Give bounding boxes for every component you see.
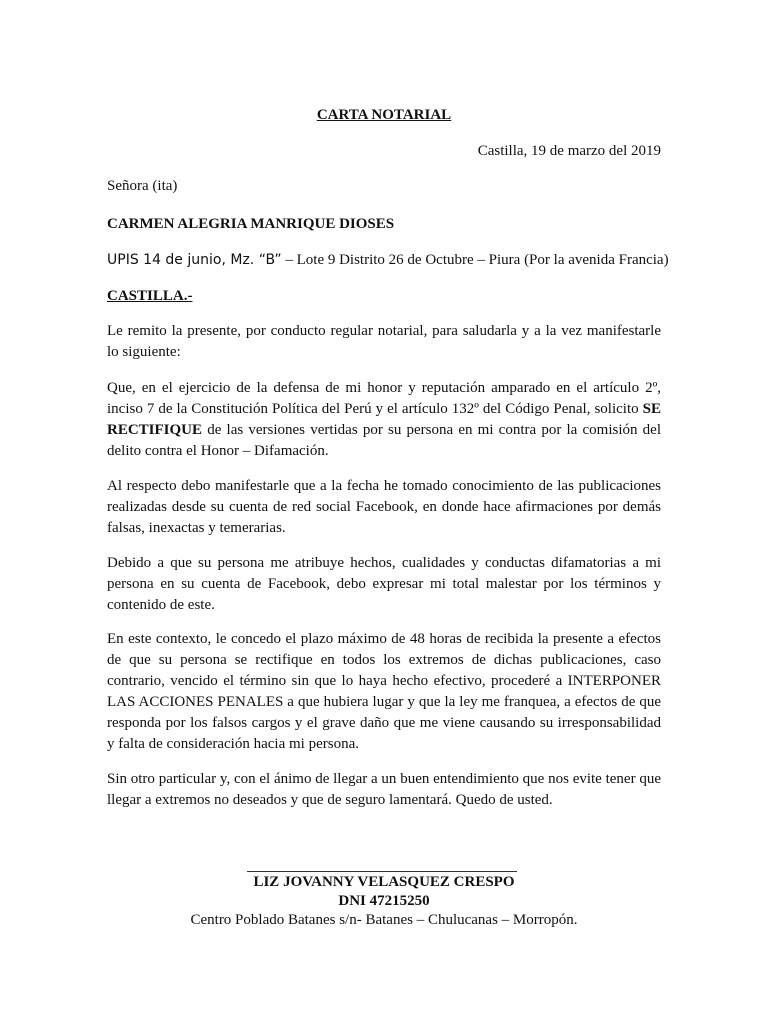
recipient-address xyxy=(107,252,669,269)
request-text-a: Que, en el ejercicio de la defensa de mi honor y reputación amparado en el artículo 2º, inciso 7 de la Constitución Política del Perú y el artículo 132º del Código Penal, solicito xyxy=(107,380,661,417)
address-lead: UPIS 14 de junio, Mz. “B” xyxy=(107,252,282,268)
recipient-city: CASTILLA.- xyxy=(107,288,193,304)
paragraph-grievance: Debido a que su persona me atribuye hechos, cualidades y conductas difamatorias a mi persona en su cuenta de Facebook, debo expresar mi total malestar por los términos y contenido de este. xyxy=(107,555,661,613)
paragraph-deadline: En este contexto, le concedo el plazo máximo de 48 horas de recibida la presente a efectos de que su persona se rectifique en todos los extremos de dichas publicaciones, caso contrario, vencido el término sin que lo haya hecho efectivo, procederé a INTERPONER LAS ACCIONES PENALES a que hubiera lugar y que la ley me franquea, a efectos de que responda por los falsos cargos y el grave daño que me viene causando su irresponsabilidad y falta de consideración hacia mi persona. xyxy=(107,631,661,752)
request-bold: SE RECTIFIQUE xyxy=(107,401,661,438)
paragraph-request xyxy=(107,378,661,462)
signer-dni: DNI 47215250 xyxy=(338,893,430,909)
salutation: Señora (ita) xyxy=(107,178,178,194)
signature-line xyxy=(247,871,517,872)
paragraph-facts: Al respecto debo manifestarle que a la fecha he tomado conocimiento de las publicaciones realizadas desde su cuenta de red social Facebook, en donde hace afirmaciones por demás falsas, inexactas y temerarias. xyxy=(107,478,661,536)
address-rest: – Lote 9 Distrito 26 de Octubre – Piura (Por la avenida Francia) xyxy=(281,252,669,268)
recipient-name: CARMEN ALEGRIA MANRIQUE DIOSES xyxy=(107,216,395,232)
paragraph-closing: Sin otro particular y, con el ánimo de llegar a un buen entendimiento que nos evite tener que llegar a extremos no deseados y que de seguro lamentará. Quedo de usted. xyxy=(107,771,661,808)
request-text-b: de las versiones vertidas por su persona en mi contra por la comisión del delito contra el Honor – Difamación. xyxy=(107,422,661,459)
signer-address: Centro Poblado Batanes s/n- Batanes – Chulucanas – Morropón. xyxy=(190,912,578,928)
letter-date: Castilla, 19 de marzo del 2019 xyxy=(477,143,661,159)
paragraph-intro: Le remito la presente, por conducto regular notarial, para saludarla y a la vez manifestarle lo siguiente: xyxy=(107,323,661,360)
letter-title: CARTA NOTARIAL xyxy=(316,107,452,123)
signer-name: LIZ JOVANNY VELASQUEZ CRESPO xyxy=(253,874,515,890)
